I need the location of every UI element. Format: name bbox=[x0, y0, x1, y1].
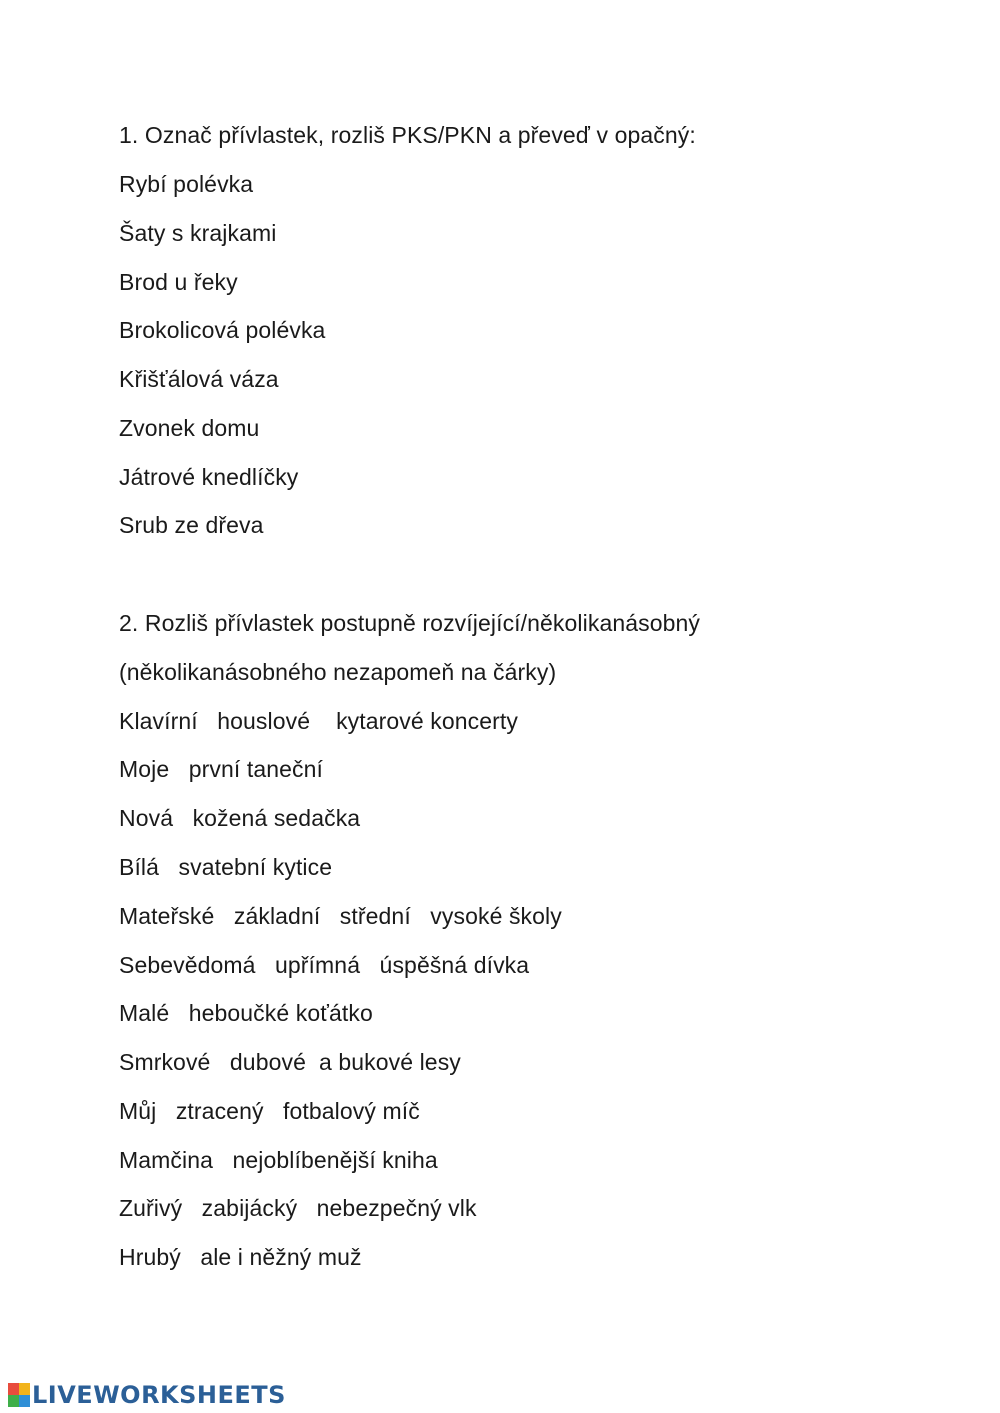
list-item: Játrové knedlíčky bbox=[119, 464, 299, 490]
list-item: Zuřivý zabijácký nebezpečný vlk bbox=[119, 1195, 477, 1221]
list-item: Klavírní houslové kytarové koncerty bbox=[119, 708, 519, 734]
list-item: Sebevědomá upřímná úspěšná dívka bbox=[119, 952, 530, 978]
list-item: Brod u řeky bbox=[119, 269, 238, 295]
liveworksheets-logo-icon bbox=[8, 1383, 30, 1407]
logo-square-red bbox=[8, 1383, 19, 1395]
list-item: Brokolicová polévka bbox=[119, 317, 326, 343]
list-item: Rybí polévka bbox=[119, 171, 254, 197]
section1-heading: 1. Označ přívlastek, rozliš PKS/PKN a převeď v opačný: bbox=[119, 122, 696, 148]
footer-logo bbox=[8, 1380, 286, 1410]
list-item: Hrubý ale i něžný muž bbox=[119, 1244, 362, 1270]
list-item: Mateřské základní střední vysoké školy bbox=[119, 903, 562, 929]
section2-subheading: (několikanásobného nezapomeň na čárky) bbox=[119, 659, 557, 685]
logo-text: LIVEWORKSHEETS bbox=[32, 1381, 286, 1409]
logo-square-yellow bbox=[19, 1383, 30, 1395]
list-item: Malé heboučké koťátko bbox=[119, 1000, 373, 1026]
list-item: Zvonek domu bbox=[119, 415, 260, 441]
list-item: Srub ze dřeva bbox=[119, 512, 264, 538]
list-item: Smrkové dubové a bukové lesy bbox=[119, 1049, 461, 1075]
list-item: Nová kožená sedačka bbox=[119, 805, 361, 831]
list-item: Můj ztracený fotbalový míč bbox=[119, 1098, 420, 1124]
section2-heading: 2. Rozliš přívlastek postupně rozvíjející/několikanásobný bbox=[119, 610, 700, 636]
list-item: Šaty s krajkami bbox=[119, 220, 277, 246]
list-item: Křišťálová váza bbox=[119, 366, 279, 392]
list-item: Mamčina nejoblíbenější kniha bbox=[119, 1147, 438, 1173]
list-item: Moje první taneční bbox=[119, 756, 323, 782]
list-item: Bílá svatební kytice bbox=[119, 854, 333, 880]
logo-square-blue bbox=[19, 1395, 30, 1407]
logo-square-green bbox=[8, 1395, 19, 1407]
